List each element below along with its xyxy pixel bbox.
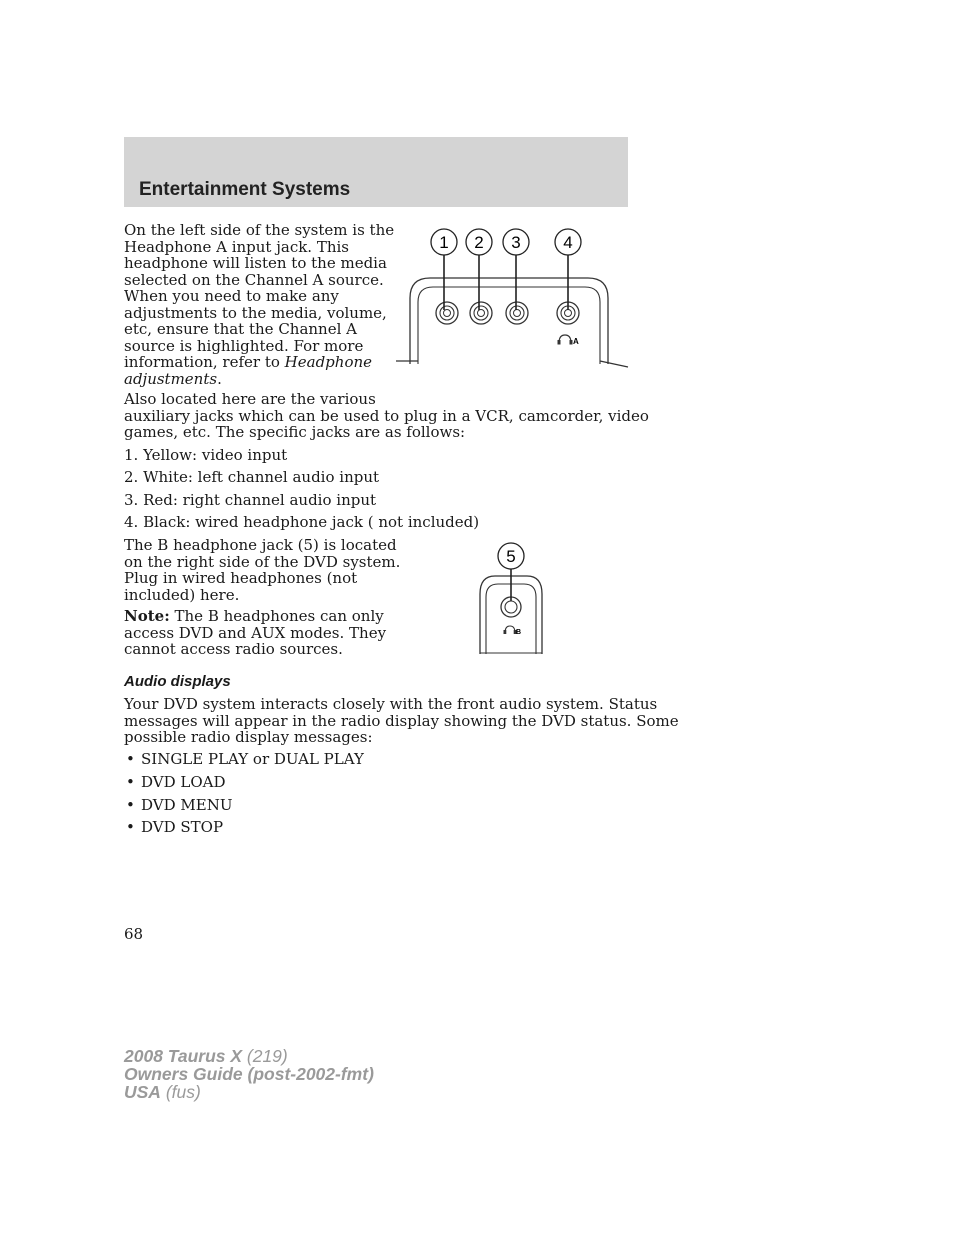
callout-1: 1 — [439, 233, 449, 252]
jack-2-left-audio — [470, 302, 492, 324]
jack-panel-diagram — [392, 226, 630, 371]
ref-title: Headphone — [284, 353, 373, 371]
footer-market-code: (fus) — [160, 1082, 201, 1102]
text-line: source is highlighted. For more — [124, 336, 364, 355]
callout-3: 3 — [511, 233, 521, 252]
text-line: The B headphone jack (5) is located — [124, 536, 397, 554]
footer-line — [124, 1047, 374, 1065]
jack-label-b: B — [516, 629, 522, 636]
headphone-b-diagram — [475, 540, 547, 658]
bullet-marker: • — [126, 773, 135, 791]
footer-line — [124, 1065, 374, 1083]
list-item: SINGLE PLAY or DUAL PLAY — [141, 750, 364, 768]
jack-3-right-audio — [506, 302, 528, 324]
audio-displays-paragraph — [124, 696, 679, 746]
intro-paragraph — [124, 222, 394, 387]
bullet-marker: • — [126, 796, 135, 814]
text-line: auxiliary jacks which can be used to plug in a VCR, camcorder, video — [124, 406, 649, 425]
text-line: selected on the Channel A source. — [124, 270, 384, 289]
text-line — [124, 354, 394, 371]
list-item: 1. Yellow: video input — [124, 446, 288, 464]
text-line: headphone will listen to the media — [124, 254, 387, 272]
text-line: included) here. — [124, 585, 240, 604]
footer-model: 2008 Taurus X — [124, 1046, 243, 1066]
note-label: Note: — [124, 607, 170, 625]
ref-suffix: . — [217, 369, 222, 388]
footer-market: USA — [124, 1082, 161, 1102]
list-item: DVD MENU — [141, 796, 233, 814]
text-line: access DVD and AUX modes. They — [124, 623, 387, 642]
list-item: 2. White: left channel audio input — [124, 468, 380, 486]
text-line — [124, 608, 386, 625]
callout-4: 4 — [563, 233, 573, 252]
jack-1-video — [436, 302, 458, 324]
page-number: 68 — [124, 925, 144, 943]
text-line: possible radio display messages: — [124, 728, 373, 746]
list-item: DVD LOAD — [141, 773, 226, 791]
section-title: Entertainment Systems — [139, 179, 351, 200]
footer-guide: Owners Guide (post-2002-fmt) — [124, 1064, 374, 1084]
jack-label-a: A — [573, 337, 579, 346]
ref-title: adjustments — [124, 369, 218, 388]
audio-displays-heading: Audio displays — [124, 673, 231, 690]
headphone-icon — [558, 335, 573, 345]
text-line: When you need to make any — [124, 287, 339, 305]
aux-jacks-paragraph — [124, 391, 649, 441]
callout-5: 5 — [506, 547, 516, 566]
list-item: DVD STOP — [141, 818, 224, 836]
text-line: On the left side of the system is the — [124, 221, 395, 239]
text-line: Headphone A input jack. This — [124, 237, 349, 256]
text-line: adjustments to the media, volume, — [124, 303, 387, 322]
text-line: Your DVD system interacts closely with the front audio system. Status — [124, 695, 658, 713]
text-line: on the right side of the DVD system. — [124, 552, 401, 571]
bullet-marker: • — [126, 818, 135, 836]
footer-model-code: (219) — [242, 1046, 288, 1066]
section-header — [124, 137, 628, 207]
headphone-icon — [504, 626, 517, 634]
footer-line — [124, 1083, 374, 1101]
document-footer — [124, 1047, 374, 1101]
callout-2: 2 — [474, 233, 484, 252]
b-jack-paragraph — [124, 537, 400, 603]
list-item: 3. Red: right channel audio input — [124, 491, 377, 509]
note-text: The B headphones can only — [169, 607, 384, 625]
text-line: etc, ensure that the Channel A — [124, 320, 357, 338]
text-line: Also located here are the various — [124, 390, 376, 408]
text-line: messages will appear in the radio display showing the DVD status. Some — [124, 711, 679, 730]
list-item: 4. Black: wired headphone jack ( not included) — [124, 513, 480, 531]
note-paragraph — [124, 608, 386, 658]
text-line — [124, 371, 394, 388]
text-line: Plug in wired headphones (not — [124, 569, 358, 587]
text-line: cannot access radio sources. — [124, 640, 343, 658]
text-line: games, etc. The specific jacks are as follows: — [124, 423, 466, 441]
ref-prefix: information, refer to — [124, 353, 285, 371]
bullet-marker: • — [126, 750, 135, 768]
